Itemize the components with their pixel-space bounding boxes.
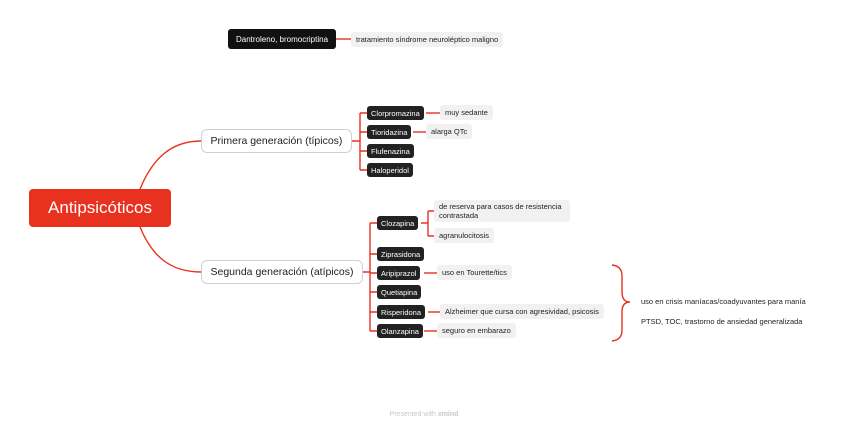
gen2-note-clozapina-reserva[interactable]: de reserva para casos de resistencia contrastada [434, 200, 570, 222]
gen1-drug-flufenazina[interactable]: Flufenazina [367, 144, 414, 158]
link-gen2-drugs [363, 223, 377, 331]
gen2-topic[interactable]: Segunda generación (atípicos) [201, 260, 363, 284]
gen2-note-risperidona[interactable]: Alzheimer que cursa con agresividad, psicosis [440, 304, 604, 319]
gen1-topic[interactable]: Primera generación (típicos) [201, 129, 352, 153]
gen2-note-clozapina-agranulocitosis[interactable]: agranulocitosis [434, 228, 494, 243]
summary-anxiety[interactable]: PTSD, TOC, trastorno de ansiedad generalizada [641, 317, 803, 326]
gen2-note-aripiprazol[interactable]: uso en Tourette/tics [437, 265, 512, 280]
root-topic[interactable]: Antipsicóticos [29, 189, 171, 227]
gen1-drug-haloperidol[interactable]: Haloperidol [367, 163, 413, 177]
gen1-drug-clorpromazina[interactable]: Clorpromazina [367, 106, 424, 120]
gen1-note-clorpromazina[interactable]: muy sedante [440, 105, 493, 120]
gen2-drug-ziprasidona[interactable]: Ziprasidona [377, 247, 424, 261]
footer-brand: xmind [437, 411, 459, 418]
summary-mania[interactable]: uso en crisis maníacas/coadyuvantes para manía [641, 297, 806, 306]
link-root-gen2 [140, 227, 201, 272]
floating-note[interactable]: tratamiento síndrome neuroléptico maligno [351, 32, 503, 47]
link-root-gen1 [140, 141, 201, 189]
gen2-drug-aripiprazol[interactable]: Aripiprazol [377, 266, 420, 280]
gen1-note-tioridazina[interactable]: alarga QTc [426, 124, 472, 139]
gen2-drug-risperidona[interactable]: Risperidona [377, 305, 425, 319]
summary-brace [612, 265, 630, 341]
gen2-drug-olanzapina[interactable]: Olanzapina [377, 324, 423, 338]
gen2-note-olanzapina[interactable]: seguro en embarazo [437, 323, 516, 338]
gen2-drug-clozapina[interactable]: Clozapina [377, 216, 418, 230]
footer-credit [0, 411, 848, 418]
link-clozapina-notes [421, 211, 434, 236]
gen1-drug-tioridazina[interactable]: Tioridazina [367, 125, 411, 139]
floating-topic[interactable]: Dantroleno, bromocriptina [228, 29, 336, 49]
gen2-drug-quetiapina[interactable]: Quetiapina [377, 285, 421, 299]
footer-prefix: Presented with [389, 411, 436, 418]
link-gen1-drugs [352, 113, 367, 170]
